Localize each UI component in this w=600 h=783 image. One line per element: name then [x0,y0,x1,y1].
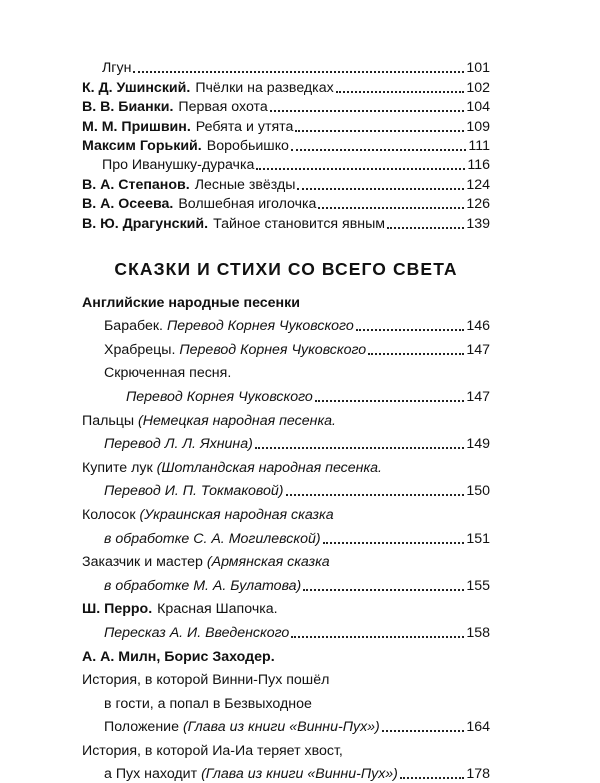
entry-translator: Перевод Корнея Чуковского [179,341,367,358]
entry-title: Про Иванушку-дурачка [102,157,255,174]
entry-title: Купите лук [82,459,153,476]
toc-entry[interactable] [82,58,490,77]
leader-dots [382,730,465,732]
page-number: 178 [466,766,490,783]
page-number: 109 [466,118,490,135]
page-number: 124 [466,176,490,193]
page-number: 111 [468,137,490,154]
toc-entry[interactable] [82,174,490,193]
entry-translator: Перевод Корнея Чуковского [166,318,354,335]
toc-entry[interactable] [82,77,490,96]
page-number: 102 [466,79,490,96]
entry-title: Лгун [102,60,132,77]
entry-title: Воробьишко [206,137,289,154]
toc-entry[interactable] [82,155,490,174]
leader-dots [400,777,464,779]
entry-note: (Глава из книги «Винни-Пух») [182,719,380,736]
toc-entry[interactable] [82,477,490,501]
toc-entry-line [82,359,490,383]
toc-section-1 [82,58,490,233]
page-number: 116 [467,157,490,174]
toc-entry[interactable] [82,430,490,454]
toc-group-heading [82,288,490,312]
entry-note: (Шотландская народная песенка. [156,459,382,476]
toc-entry[interactable] [82,524,490,548]
leader-dots [323,542,465,544]
page-number: 151 [466,530,490,547]
page-number: 101 [466,60,490,77]
leader-dots [315,400,465,402]
toc-entry[interactable] [82,571,490,595]
page-number: 139 [466,215,490,232]
toc-entry-line [82,595,490,619]
leader-dots [368,353,464,355]
leader-dots [303,589,464,591]
toc-entry-line [82,689,490,713]
entry-title: Колосок [82,506,136,523]
entry-title: История, в которой Иа-Иа теряет хвост, [82,742,343,759]
page-number: 147 [466,388,490,405]
entry-author: Максим Горький. [82,137,202,154]
entry-note: (Глава из книги «Винни-Пух») [201,766,398,783]
entry-note: (Украинская народная сказка [139,506,334,523]
toc-entry[interactable] [82,213,490,232]
page-number: 126 [466,196,490,213]
page-number: 149 [466,436,490,453]
toc-entry-line [82,736,490,760]
group-author: А. А. Милн, Борис Заходер. [82,648,275,665]
entry-title: Красная Шапочка. [157,601,278,618]
leader-dots [295,130,464,132]
toc-entry[interactable] [82,194,490,213]
entry-title: Волшебная иголочка [178,196,317,213]
leader-dots [297,188,464,190]
toc-entry[interactable] [82,335,490,359]
page-number: 104 [466,99,490,116]
toc-entry[interactable] [82,713,490,737]
leader-dots [255,447,465,449]
leader-dots [291,636,464,638]
leader-dots [133,71,464,73]
page-number: 147 [466,341,490,358]
entry-note: (Армянская сказка [206,554,330,571]
entry-title: Первая охота [178,99,268,116]
entry-author: В. В. Бианки. [82,99,174,116]
entry-title: Заказчик и мастер [82,554,203,571]
page-number: 164 [466,719,490,736]
entry-translator: Перевод Корнея Чуковского [126,388,313,405]
entry-author: В. А. Осеева. [82,196,174,213]
entry-author: К. Д. Ушинский. [82,79,191,96]
entry-note: (Немецкая народная песенка. [138,412,336,429]
toc-entry[interactable] [82,97,490,116]
group-title: Английские народные песенки [82,294,300,311]
toc-entry[interactable] [82,382,490,406]
entry-title: Скрюченная песня. [104,365,232,382]
toc-entry-line [82,453,490,477]
entry-author: М. М. Пришвин. [82,118,191,135]
toc-entry[interactable] [82,116,490,135]
entry-title: Тайное становится явным [213,215,386,232]
toc-group-heading [82,642,490,666]
leader-dots [387,227,464,229]
page-number: 146 [466,318,490,335]
entry-title: Храбрецы. [104,341,176,358]
entry-title: Положение [104,719,179,736]
toc-entry-line [82,500,490,524]
entry-author: В. Ю. Драгунский. [82,215,209,232]
entry-author: В. А. Степанов. [82,176,190,193]
entry-title: Пальцы [82,412,135,429]
entry-adapter: в обработке М. А. Булатова) [104,577,302,594]
leader-dots [256,168,465,170]
entry-adapter: в обработке С. А. Могилевской) [104,530,321,547]
entry-title: История, в которой Винни-Пух пошёл [82,672,330,689]
toc-entry[interactable] [82,618,490,642]
toc-entry[interactable] [82,136,490,155]
page-number: 150 [466,483,490,500]
entry-author: Ш. Перро. [82,601,153,618]
entry-translator: Перевод И. П. Токмаковой) [104,483,284,500]
toc-entry[interactable] [82,312,490,336]
leader-dots [336,91,465,93]
entry-title: а Пух находит [104,766,198,783]
leader-dots [286,494,465,496]
leader-dots [270,110,465,112]
toc-entry-line [82,666,490,690]
leader-dots [291,149,466,151]
toc-entry-line [82,406,490,430]
page-number: 155 [466,577,490,594]
entry-title: Лесные звёзды [194,176,296,193]
entry-title: Ребята и утята [195,118,294,135]
toc-entry-line [82,548,490,572]
leader-dots [356,329,465,331]
page-number: 158 [466,624,490,641]
entry-reteller: Пересказ А. И. Введенского [104,624,290,641]
section-heading: СКАЗКИ И СТИХИ СО ВСЕГО СВЕТА [114,259,458,279]
toc-section-2 [82,288,490,783]
entry-translator: Перевод Л. Л. Яхнина) [104,436,253,453]
entry-title: Пчёлки на разведках [195,79,334,96]
leader-dots [318,207,464,209]
entry-title: в гости, а попал в Безвыходное [104,695,312,712]
toc-entry[interactable] [82,760,490,783]
entry-title: Барабек. [104,318,163,335]
